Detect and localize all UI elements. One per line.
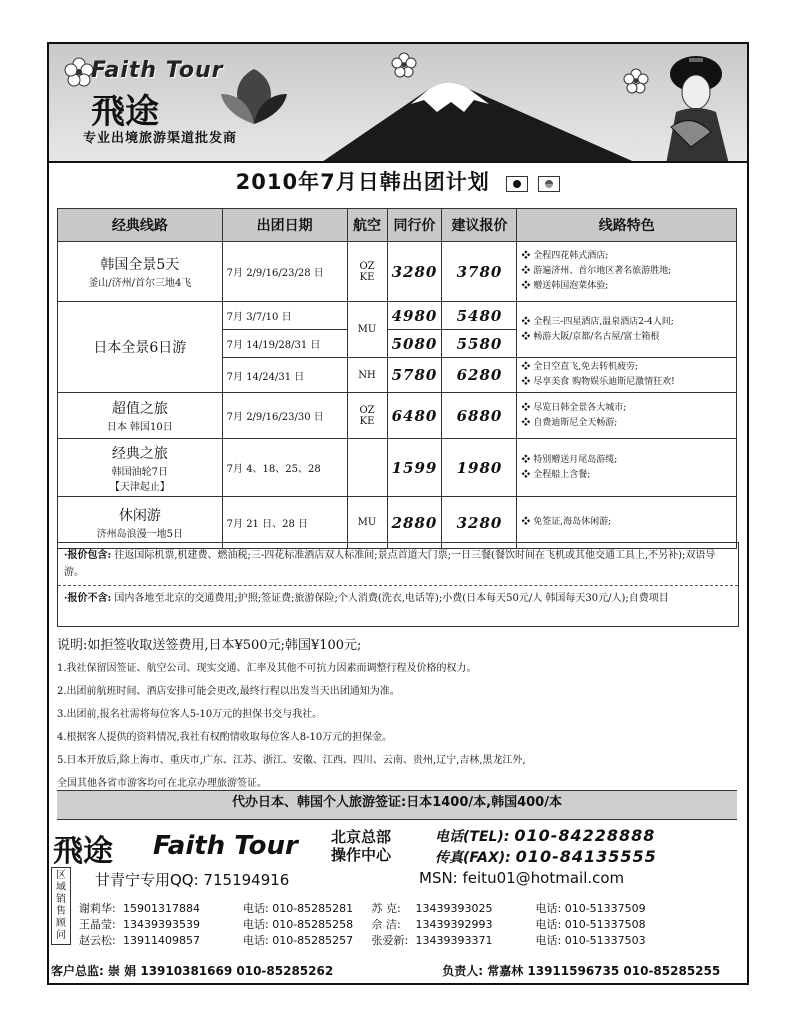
- airline-cell: MU: [347, 302, 387, 358]
- features-cell: ❖ 全程三-四星酒店,温泉酒店2-4人间; ❖ 畅游大阪/京都/名古屋/富士箱根: [517, 302, 737, 358]
- tel-line: 电话(TEL): 010-84228888: [435, 826, 656, 845]
- airline-cell: OZ KE: [347, 393, 387, 439]
- route-cell: 日本全景6日游: [58, 302, 223, 393]
- dates-cell: 7月 2/9/16/23/28 日: [222, 242, 347, 302]
- price-included-note: ·报价包含: 往返国际机票,机建费、燃油税;三-四花标准酒店双人标准间;景点首道大门票;一日三餐(餐饮时间在飞机或其他交通工具上,不另补);双语导游。: [58, 543, 738, 586]
- table-header-row: [58, 209, 737, 242]
- airline-cell: OZ KE: [347, 242, 387, 302]
- header-banner: [49, 44, 747, 163]
- route-cell: 经典之旅 韩国油轮7日 【天津起止】: [58, 439, 223, 497]
- peer-price: 3280: [387, 242, 442, 302]
- features-cell: ❖ 特别赠送月尾岛游缆; ❖ 全程船上含餐;: [517, 439, 737, 497]
- contact-row: 赵云松: 13911409857 电话: 010-85285257 张爱新: 13439393371 电话: 010-51337503: [79, 934, 646, 947]
- route-cell: 韩国全景5天 釜山/济州/首尔三地4飞: [58, 242, 223, 302]
- table-row: [58, 393, 737, 439]
- table-row: [58, 302, 737, 330]
- flyer-page: [47, 42, 749, 985]
- tour-plan-table: [57, 208, 737, 549]
- description-item: 全国其他各省市游客均可在北京办理旅游签证。: [57, 778, 267, 789]
- price-notes: [57, 542, 739, 627]
- leaf-logo-icon: [219, 64, 289, 134]
- korea-flag-icon: [538, 176, 560, 192]
- suggested-price: 5480: [442, 302, 517, 330]
- description-item: 4.根据客人提供的资料情况,我社有权酌情收取每位客人8-10万元的担保金。: [57, 732, 393, 743]
- dates-cell: 7月 21 日、28 日: [222, 497, 347, 549]
- column-header: 出团日期: [222, 209, 347, 242]
- airline-cell: NH: [347, 358, 387, 393]
- dates-cell: 7月 3/7/10 日: [222, 302, 347, 330]
- suggested-price: 5580: [442, 330, 517, 358]
- page-title: [49, 166, 747, 196]
- peer-price: 5780: [387, 358, 442, 393]
- route-cell: 休闲游 济州岛浪漫一地5日: [58, 497, 223, 549]
- features-cell: ❖ 全程四花韩式酒店; ❖ 游遍济州、首尔地区著名旅游胜地; ❖ 赠送韩国泡菜体验;: [517, 242, 737, 302]
- table-row: [58, 497, 737, 549]
- peer-price: 1599: [387, 439, 442, 497]
- fax-line: 传真(FAX): 010-84135555: [435, 847, 657, 866]
- japan-flag-icon: [506, 176, 528, 192]
- title-text: 2010年7月日韩出团计划: [235, 170, 490, 194]
- footer-brand-en: Faith Tour: [153, 831, 298, 861]
- management-contacts: 客户总监: 崇 娟 13910381669 010-85285262 负责人: 常嘉林 13911596735 010-85285255: [51, 964, 721, 978]
- suggested-price: 3280: [442, 497, 517, 549]
- dates-cell: 7月 14/24/31 日: [222, 358, 347, 393]
- airline-cell: [347, 439, 387, 497]
- flag-group: [504, 171, 560, 195]
- msn-contact: MSN: feitu01@hotmail.com: [419, 869, 625, 887]
- peer-price: 6480: [387, 393, 442, 439]
- mount-fuji-illustration: [319, 64, 639, 163]
- table-row: [58, 242, 737, 302]
- headquarters-label: 北京总部 操作中心: [331, 828, 392, 864]
- features-cell: ❖ 全日空直飞,免去转机疲劳; ❖ 尽享美食 购物娱乐迪斯尼激情狂欢!: [517, 358, 737, 393]
- peer-price: 5080: [387, 330, 442, 358]
- dates-cell: 7月 14/19/28/31 日: [222, 330, 347, 358]
- description-head: 说明:如拒签收取送签费用,日本¥500元;韩国¥100元;: [57, 638, 362, 653]
- peer-price: 4980: [387, 302, 442, 330]
- airline-cell: MU: [347, 497, 387, 549]
- description-section: [57, 634, 737, 795]
- sales-contacts: [79, 901, 646, 949]
- brand-name-en: Faith Tour: [91, 58, 224, 83]
- route-cell: 超值之旅 日本 韩国10日: [58, 393, 223, 439]
- suggested-price: 3780: [442, 242, 517, 302]
- description-item: 2.出团前航班时间、酒店安排可能会更改,最终行程以出发当天出团通知为准。: [57, 686, 400, 697]
- visa-service-banner: 代办日本、韩国个人旅游签证:日本1400/本,韩国400/本: [57, 790, 737, 820]
- column-header: 同行价: [387, 209, 442, 242]
- suggested-price: 6280: [442, 358, 517, 393]
- slogan: 专业出境旅游渠道批发商: [83, 131, 238, 146]
- region-sales-label: 区域销售顾问: [51, 867, 71, 945]
- footer-brand-cn: 飛途: [53, 834, 113, 869]
- features-cell: ❖ 尽览日韩全景各大城市; ❖ 自费迪斯尼全天畅游;: [517, 393, 737, 439]
- column-header: 航空: [347, 209, 387, 242]
- price-excluded-note: ·报价不含: 国内各地至北京的交通费用;护照;签证费;旅游保险;个人消费(洗衣,电话等);小费(日本每天50元/人 韩国每天30元/人);自费项目: [64, 593, 669, 604]
- column-header: 建议报价: [442, 209, 517, 242]
- contact-row: 谢莉华: 15901317884 电话: 010-85285281 苏 克: 13439393025 电话: 010-51337509: [79, 902, 646, 915]
- column-header: 经典线路: [58, 209, 223, 242]
- description-item: 1.我社保留因签证、航空公司、现实交通、汇率及其他不可抗力因素而调整行程及价格的权力。: [57, 663, 477, 674]
- table-row: [58, 439, 737, 497]
- suggested-price: 1980: [442, 439, 517, 497]
- description-item: 3.出团前,报名社需将每位客人5-10万元的担保书交与我社。: [57, 709, 323, 720]
- dates-cell: 7月 2/9/16/23/30 日: [222, 393, 347, 439]
- dates-cell: 7月 4、18、25、28: [222, 439, 347, 497]
- features-cell: ❖ 免签证,海岛休闲游;: [517, 497, 737, 549]
- contact-row: 王晶莹: 13439393539 电话: 010-85285258 佘 洁: 13439392993 电话: 010-51337508: [79, 918, 646, 931]
- suggested-price: 6880: [442, 393, 517, 439]
- peer-price: 2880: [387, 497, 442, 549]
- qq-contact: 甘青宁专用QQ: 715194916: [95, 871, 290, 889]
- brand-name-cn: 飛途: [91, 92, 159, 132]
- column-header: 线路特色: [517, 209, 737, 242]
- geisha-illustration: [651, 52, 741, 163]
- contact-phones: [435, 826, 657, 868]
- description-item: 5.日本开放后,除上海市、重庆市,广东、江苏、浙江、安徽、江西、四川、云南、贵州,辽宁,吉林,黑龙江外,: [57, 755, 526, 766]
